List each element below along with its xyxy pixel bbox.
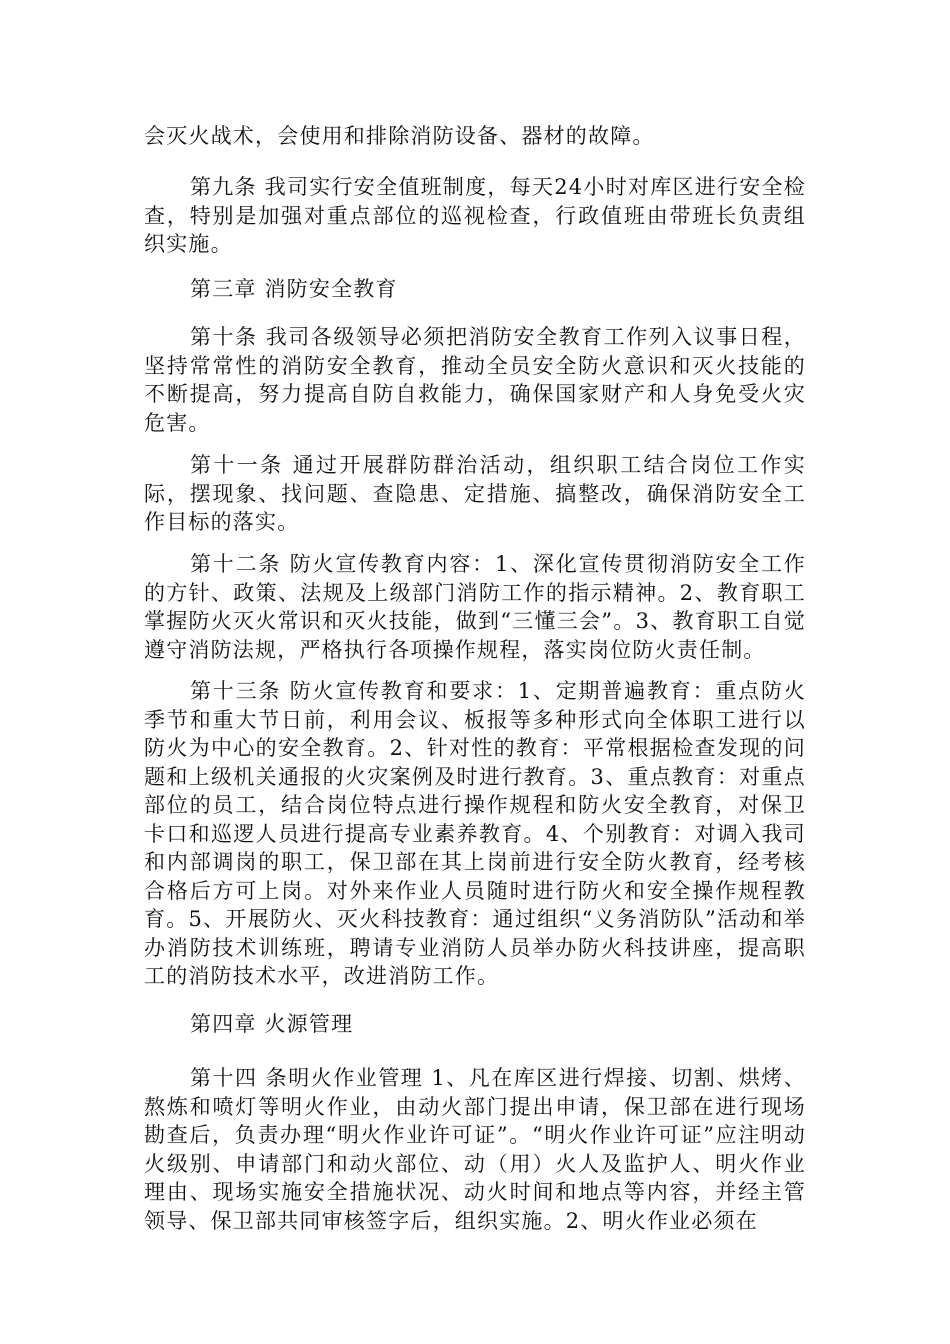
article-9: 第九条 我司实行安全值班制度，每天24小时对库区进行安全检查，特别是加强对重点部位的巡视检查，行政值班由带班长负责组织实施。 <box>144 175 806 256</box>
article-13: 第十三条 防火宣传教育和要求：1、定期普遍教育：重点防火季节和重大节日前，利用会议、板报等多种形式向全体职工进行以防火为中心的安全教育。2、针对性的教育：平常根据检查发现的问题和上级机关通报的火灾案例及时进行教育。3、重点教育：对重点部位的员工，结合岗位特点进行操作规程和防火安全教育，对保卫卡口和巡逻人员进行提高专业素养教育。4、个别教育：对调入我司和内部调岗的职工，保卫部在其上岗前进行安全防火教育，经考核合格后方可上岗。对外来作业人员随时进行防火和安全操作规程教育。5、开展防火、灭火科技教育：通过组织“义务消防队”活动和举办消防技术训练班，聘请专业消防人员举办防火科技讲座，提高职工的消防技术水平，改进消防工作。 <box>144 679 806 988</box>
article-14: 第十四 条明火作业管理 1、凡在库区进行焊接、切割、烘烤、熬炼和喷灯等明火作业，由动火部门提出申请，保卫部在进行现场勘查后，负责办理“明火作业许可证”。“明火作业许可证”应注明动火级别、申请部门和动火部位、动（用）火人及监护人、明火作业理由、现场实施安全措施状况、动火时间和地点等内容，并经主管领导、保卫部共同审核签字后，组织实施。2、明火作业必须在 <box>144 1066 806 1233</box>
article-11: 第十一条 通过开展群防群治活动，组织职工结合岗位工作实际，摆现象、找问题、查隐患、定措施、搞整改，确保消防安全工作目标的落实。 <box>144 453 806 534</box>
chapter-4-heading: 第四章 火源管理 <box>190 1012 354 1036</box>
article-12: 第十二条 防火宣传教育内容：1、深化宣传贯彻消防安全工作的方针、政策、法规及上级部门消防工作的指示精神。2、教育职工掌握防火灭火常识和灭火技能，做到“三懂三会”。3、教育职工自觉遵守消防法规，严格执行各项操作规程，落实岗位防火责任制。 <box>144 552 806 662</box>
paragraph-continuation: 会灭火战术，会使用和排除消防设备、器材的故障。 <box>144 124 655 148</box>
chapter-3-heading: 第三章 消防安全教育 <box>190 277 398 301</box>
article-10: 第十条 我司各级领导必须把消防安全教育工作列入议事日程，坚持常常性的消防安全教育，推动全员安全防火意识和灭火技能的不断提高，努力提高自防自救能力，确保国家财产和人身免受火灾危害。 <box>144 325 806 435</box>
